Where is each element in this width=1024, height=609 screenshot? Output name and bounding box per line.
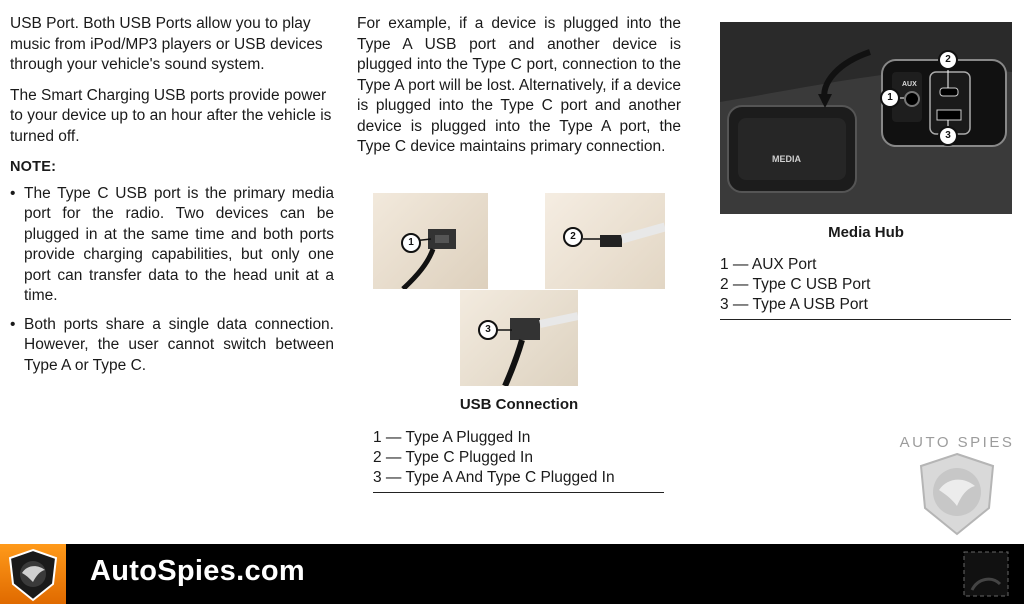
- legend-item: 2 — Type C USB Port: [720, 276, 871, 293]
- media-label: MEDIA: [772, 154, 801, 164]
- watermark-shield-icon: [917, 452, 997, 536]
- media-hub-legend: [720, 255, 1011, 320]
- usb-photo-type-a: [373, 193, 488, 289]
- footer-brand-text[interactable]: AutoSpies.com: [90, 555, 305, 587]
- hub-callout-3: 3: [938, 126, 958, 146]
- watermark-text: AUTO SPIES: [899, 434, 1015, 451]
- usb-photo-both: [460, 290, 578, 386]
- legend-item: 2 — Type C Plugged In: [373, 449, 533, 466]
- shield-logo-icon: [0, 544, 66, 604]
- hub-callout-2: 2: [938, 50, 958, 70]
- frame-corner-icon: [962, 550, 1010, 598]
- footer-bar: [0, 544, 1024, 604]
- note-bullet-2: • Both ports share a single data connection. However, the user cannot switch between Type A or Type C.: [10, 315, 334, 377]
- aux-label: AUX: [902, 81, 917, 88]
- example-paragraph: For example, if a device is plugged into the Type A USB port and another device is plugged into the Type C port, connection to the Type A port will be lost. Alternatively, if a device is plugged into the Type C port and another device is plugged into the Type A port, the Type C device maintains primary connection.: [357, 15, 681, 155]
- media-hub-image: [720, 22, 1012, 214]
- intro-paragraph: USB Port. Both USB Ports allow you to play music from iPod/MP3 players or USB devices through your vehicle's sound system.: [10, 15, 323, 73]
- usb-connection-legend: [373, 428, 664, 493]
- type-a-cable-image: [373, 193, 488, 289]
- smart-charging-paragraph: The Smart Charging USB ports provide power to your device up to an hour after the vehicle is turned off.: [10, 86, 332, 145]
- media-hub-caption: Media Hub: [828, 224, 904, 241]
- media-hub-photo: [720, 22, 1012, 214]
- autospies-logo[interactable]: [0, 544, 66, 604]
- legend-item: 3 — Type A And Type C Plugged In: [373, 469, 615, 486]
- note-heading: NOTE:: [10, 159, 57, 175]
- callout-3: 3: [478, 320, 498, 340]
- column-left: [10, 14, 334, 384]
- note-list: [10, 184, 334, 377]
- usb-connection-caption: USB Connection: [459, 396, 579, 413]
- hub-callout-1: 1: [880, 88, 900, 108]
- legend-item: 1 — Type A Plugged In: [373, 429, 531, 446]
- note-bullet-1: • The Type C USB port is the primary media port for the radio. Two devices can be plugged in at the same time and both ports provide charging capabilities, but only one port can transfer data to the head unit at a time.: [10, 184, 334, 307]
- callout-1: 1: [401, 233, 421, 253]
- usb-photo-type-c: [545, 193, 665, 289]
- legend-item: 3 — Type A USB Port: [720, 296, 868, 313]
- legend-item: 1 — AUX Port: [720, 256, 817, 273]
- both-cables-image: [460, 290, 578, 386]
- column-middle: [357, 14, 681, 168]
- callout-2: 2: [563, 227, 583, 247]
